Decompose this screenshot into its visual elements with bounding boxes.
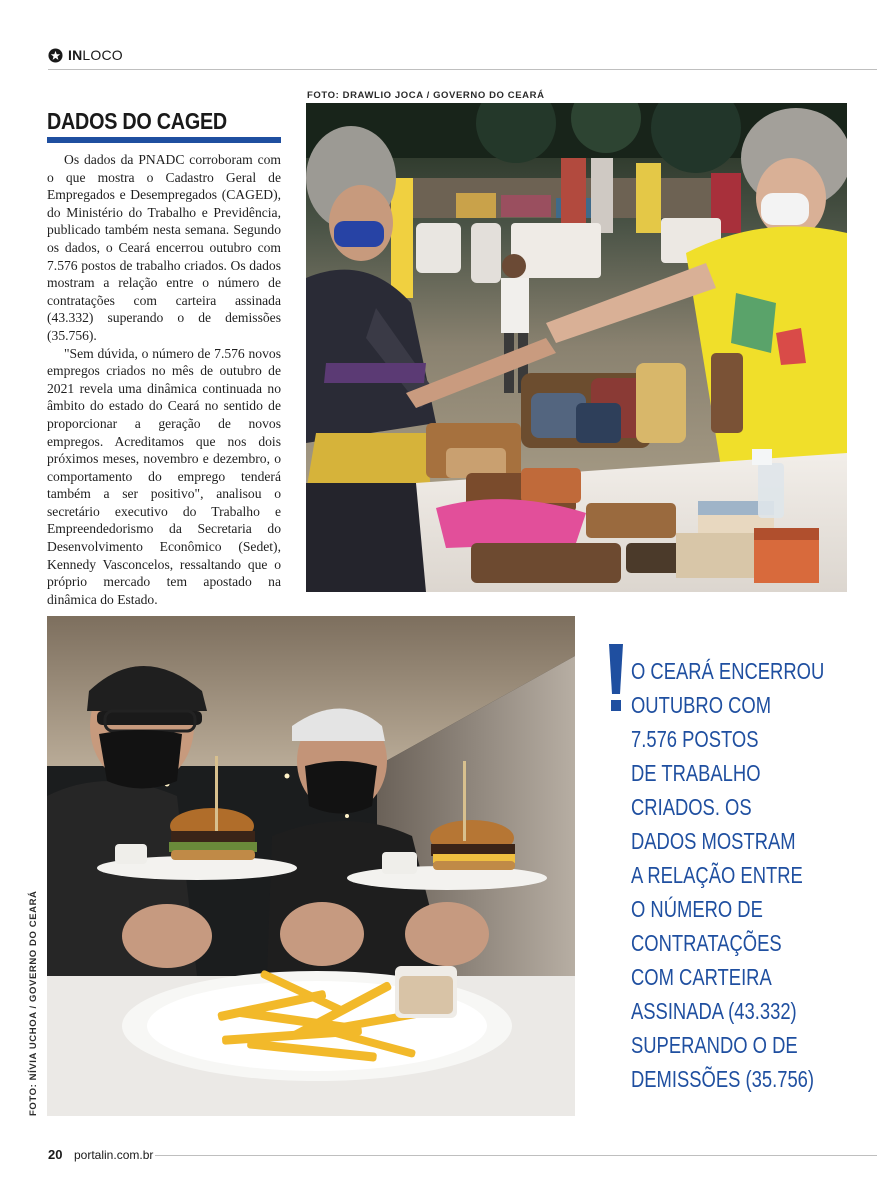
pull-quote-line: DEMISSÕES (35.756) xyxy=(631,1066,815,1092)
section-title: INLOCO xyxy=(68,47,123,63)
photo-credit-side: FOTO: NÍVIA UCHOA / GOVERNO DO CEARÁ xyxy=(28,890,39,1116)
photo-credit-top: FOTO: DRAWLIO JOCA / GOVERNO DO CEARÁ xyxy=(307,90,545,101)
pull-quote-line: O NÚMERO DE xyxy=(631,896,763,922)
star-circle-icon xyxy=(48,48,63,63)
pull-quote-line: O CEARÁ ENCERROU xyxy=(631,658,825,684)
article-heading: DADOS DO CAGED xyxy=(47,108,227,134)
pull-quote xyxy=(631,654,823,1096)
footer-rule xyxy=(155,1155,877,1156)
pull-quote-line: 7.576 POSTOS xyxy=(631,726,759,752)
paragraph: Os dados da PNADC corroboram com o que mostra o Cadastro Geral de Empregados e Desempregados (CAGED), do Ministério do Trabalho e Previdência, publicado também nesta semana. Segundo os dados, o Ceará encerrou outubro com 7.576 postos de trabalho criados. Os dados mostram a relação entre o número de contratações com carteira assinada (43.332) superando o de demissões (35.756). xyxy=(47,152,281,343)
site-url: portalin.com.br xyxy=(74,1148,154,1162)
pull-quote-line: DADOS MOSTRAM xyxy=(631,828,796,854)
heading-rule xyxy=(47,137,281,143)
page-header xyxy=(48,47,877,70)
paragraph: "Sem dúvida, o número de 7.576 novos empregos criados no mês de outubro de 2021 revela uma dinâmica continuada no âmbito do estado do Ceará no sentido de proporcionar a geração de novos empregos. Acreditamos que nos dois próximos meses, novembro e dezembro, o comportamento do emprego tenderá também a ser positivo", analisou o secretário executivo do Trabalho e Empreendedorismo da Secretaria do Desenvolvimento Econômico (Sedet), Kennedy Vasconcelos, ressaltando que o próprio mercado tem apostado na dinâmica do Estado. xyxy=(47,345,281,607)
market-fair-photo xyxy=(306,103,847,592)
burger-vendors-photo xyxy=(47,616,575,1116)
pull-quote-line: SUPERANDO O DE xyxy=(631,1032,798,1058)
exclamation-icon xyxy=(606,644,626,714)
page-number: 20 xyxy=(48,1147,63,1162)
pull-quote-line: CONTRATAÇÕES xyxy=(631,930,782,956)
pull-quote-line: CRIADOS. OS xyxy=(631,794,752,820)
article-body xyxy=(47,151,281,608)
pull-quote-line: OUTUBRO COM xyxy=(631,692,772,718)
pull-quote-line: A RELAÇÃO ENTRE xyxy=(631,862,803,888)
pull-quote-line: DE TRABALHO xyxy=(631,760,761,786)
pull-quote-line: ASSINADA (43.332) xyxy=(631,998,797,1024)
pull-quote-line: COM CARTEIRA xyxy=(631,964,772,990)
